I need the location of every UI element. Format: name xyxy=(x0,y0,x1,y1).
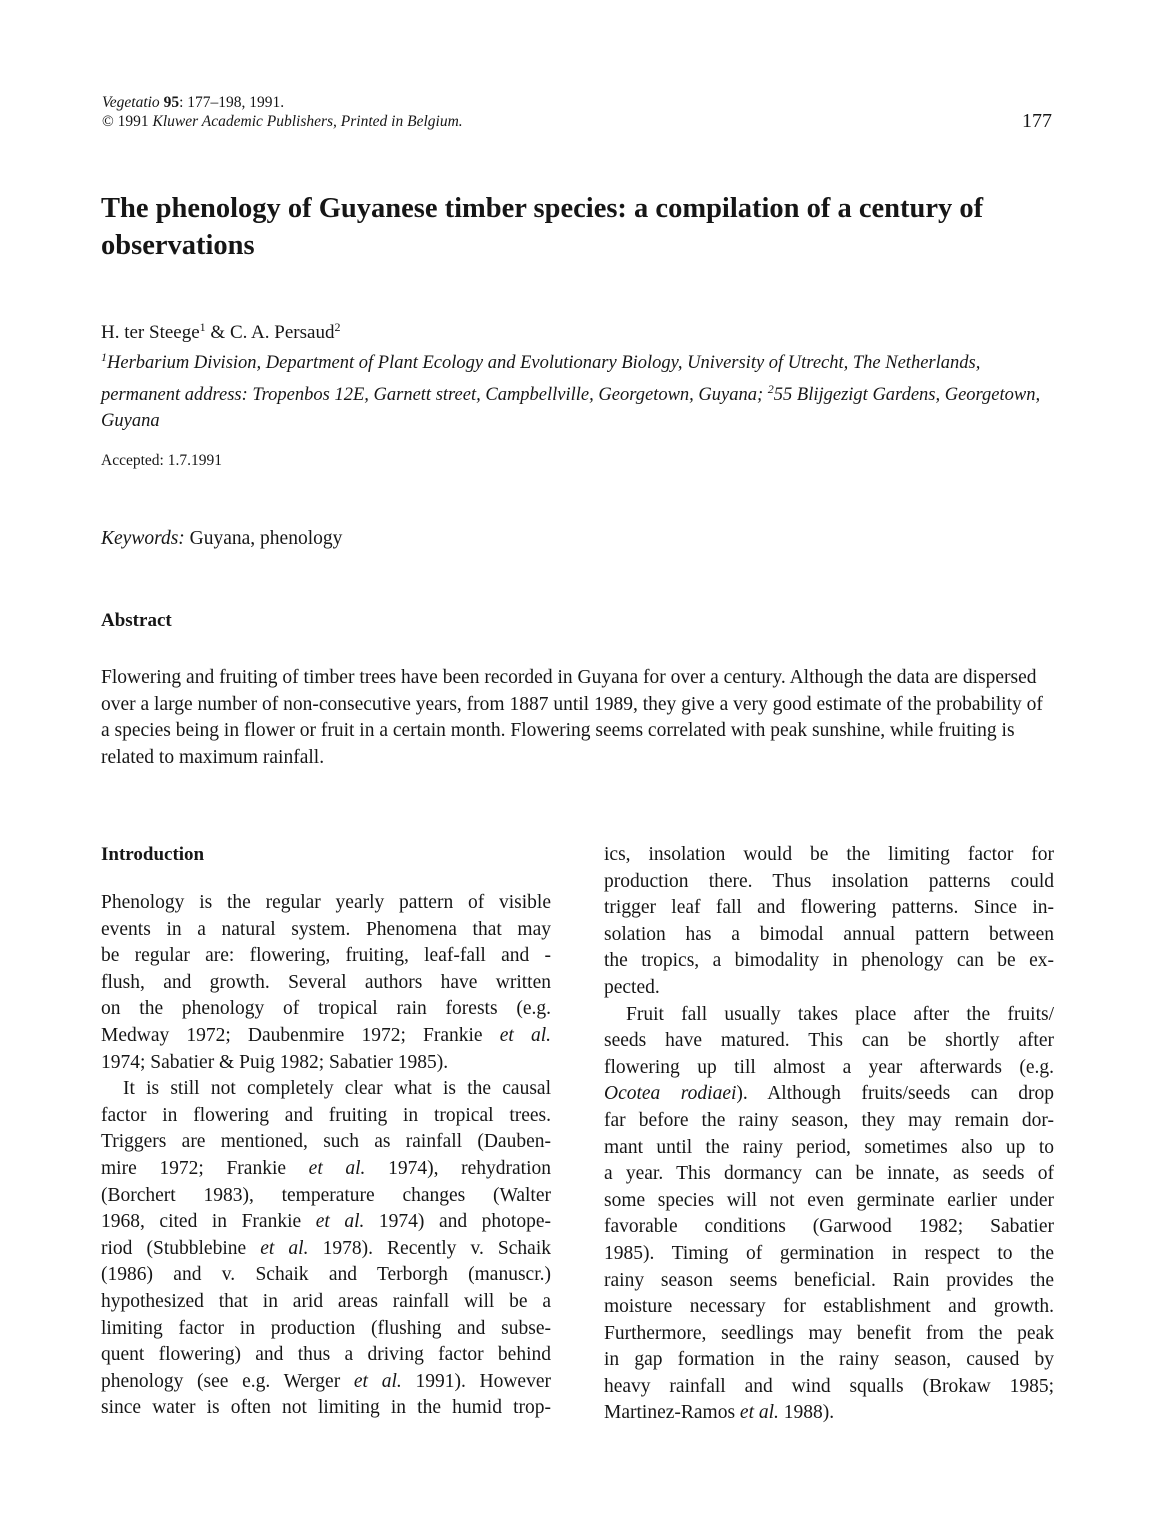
text-line: hypothesized that in arid areas rainfall will be a xyxy=(101,1290,551,1312)
text-line xyxy=(101,1156,551,1183)
text-line: pected. xyxy=(604,976,660,998)
text-line: some species will not even germinate earlier under xyxy=(604,1189,1054,1211)
page-number: 177 xyxy=(1022,110,1052,132)
text-line: rainy season seems beneficial. Rain provides the xyxy=(604,1269,1054,1291)
journal-citation xyxy=(102,93,463,131)
text-line: solation has a bimodal annual pattern between xyxy=(604,923,1054,945)
copyright-prefix: © 1991 xyxy=(102,113,153,130)
text-line: Triggers are mentioned, such as rainfall (Dauben- xyxy=(101,1131,551,1153)
text-run: Medway 1972; Daubenmire 1972; Frankie xyxy=(101,1024,500,1046)
text-line: heavy rainfall and wind squalls (Brokaw 1985; xyxy=(604,1375,1054,1397)
italic-text: et al. xyxy=(308,1157,366,1179)
text-run: 1974), rehydration xyxy=(365,1157,551,1179)
text-line: (1986) and v. Schaik and Terborgh (manuscr.) xyxy=(101,1264,551,1286)
text-line: limiting factor in production (flushing and subse- xyxy=(101,1317,551,1339)
text-run: 1978). Recently v. Schaik xyxy=(308,1237,551,1259)
text-line: factor in flowering and fruiting in tropical trees. xyxy=(101,1104,551,1126)
journal-volume: 95 xyxy=(163,94,180,111)
affiliation-marker: 1 xyxy=(199,320,206,334)
keywords xyxy=(101,528,342,550)
author-separator: & xyxy=(205,322,230,343)
text-run: 1988). xyxy=(778,1402,835,1424)
text-line: be regular are: flowering, fruiting, leaf-fall and - xyxy=(101,945,551,967)
column-left xyxy=(101,842,551,1422)
text-line: quent flowering) and thus a driving factor behind xyxy=(101,1344,551,1366)
text-line: favorable conditions (Garwood 1982; Sabatier xyxy=(604,1216,1054,1238)
abstract-heading: Abstract xyxy=(101,610,172,631)
text-line: flush, and growth. Several authors have written xyxy=(101,971,551,993)
italic-text: et al. xyxy=(260,1237,309,1259)
text-line: far before the rainy season, they may remain dor- xyxy=(604,1109,1054,1131)
text-line xyxy=(101,1369,551,1396)
publisher: Kluwer Academic Publishers, Printed in Belgium. xyxy=(152,113,463,130)
affiliation-text: 55 Blijgezigt Gardens, Georgetown, Guyana xyxy=(101,385,1041,431)
italic-text: et al. xyxy=(499,1024,551,1046)
text-run: 1991). However xyxy=(401,1370,551,1392)
affiliations xyxy=(101,344,1061,434)
text-line: flowering up till almost a year afterwards (e.g. xyxy=(604,1056,1054,1078)
author-list xyxy=(101,315,340,345)
text-line: 1985). Timing of germination in respect to the xyxy=(604,1242,1054,1264)
text-line: on the phenology of tropical rain forests (e.g. xyxy=(101,998,551,1020)
text-line xyxy=(604,1081,1054,1108)
text-line: Furthermore, seedlings may benefit from the peak xyxy=(604,1322,1054,1344)
text-line: (Borchert 1983), temperature changes (Walter xyxy=(101,1184,551,1206)
text-line: since water is often not limiting in the humid trop- xyxy=(101,1397,551,1419)
text-run: phenology (see e.g. Werger xyxy=(101,1370,354,1392)
author-name: C. A. Persaud xyxy=(229,322,335,343)
text-line: the tropics, a bimodality in phenology can be ex- xyxy=(604,950,1054,972)
text-line: production there. Thus insolation patterns could xyxy=(604,870,1054,892)
introduction-heading: Introduction xyxy=(101,844,205,865)
text-run: Martinez-Ramos xyxy=(604,1402,740,1424)
text-line: a year. This dormancy can be innate, as seeds of xyxy=(604,1163,1054,1185)
affiliation-marker: 1 xyxy=(101,350,107,364)
text-run: 1968, cited in Frankie xyxy=(101,1211,316,1233)
text-line: 1974; Sabatier & Puig 1982; Sabatier 1985). xyxy=(101,1051,449,1073)
text-line: in gap formation in the rainy season, caused by xyxy=(604,1349,1054,1371)
abstract-body: Flowering and fruiting of timber trees have been recorded in Guyana for over a century. Although the data are dispersed over a large number of non-consecutive years, from 1887 until 1989, they give a very good estimate of the probability of a species being in flower or fruit in a certain month. Flowering seems correlated with peak sunshine, while fruiting is related to maximum rainfall. xyxy=(101,667,1043,768)
italic-text: et al. xyxy=(353,1370,402,1392)
text-run: riod (Stubblebine xyxy=(101,1237,261,1259)
affiliation-text: Herbarium Division, Department of Plant Ecology and Evolutionary Biology, University of Utrecht, The Netherlands, permanent address: Tropenbos 12E, Garnett street, Campbellville, Georgetown, Guyana; xyxy=(101,353,981,405)
copyright-line xyxy=(102,112,463,131)
paper-title: The phenology of Guyanese timber species: a compilation of a century of observations xyxy=(101,193,984,261)
text-line: It is still not completely clear what is the causal xyxy=(123,1078,551,1100)
text-line: trigger leaf fall and flowering patterns. Since in- xyxy=(604,897,1054,919)
text-line xyxy=(101,1023,551,1050)
text-line: ics, insolation would be the limiting factor for xyxy=(604,844,1054,865)
text-line: events in a natural system. Phenomena that may xyxy=(101,918,551,940)
affiliation-marker: 2 xyxy=(334,320,341,334)
text-line: moisture necessary for establishment and growth. xyxy=(604,1296,1054,1318)
text-line: seeds have matured. This can be shortly after xyxy=(604,1030,1054,1052)
accepted-date: Accepted: 1.7.1991 xyxy=(101,452,222,469)
journal-volume-line xyxy=(102,93,463,112)
affiliation-marker: 2 xyxy=(767,382,774,396)
text-line xyxy=(101,1236,551,1263)
text-line xyxy=(101,1209,551,1236)
keywords-label: Keywords: xyxy=(101,528,185,549)
text-line: mant until the rainy period, sometimes also up to xyxy=(604,1136,1054,1158)
column-right xyxy=(604,842,1054,1427)
italic-text: et al. xyxy=(739,1402,779,1424)
keywords-value: Guyana, phenology xyxy=(184,528,343,549)
text-run: mire 1972; Frankie xyxy=(101,1157,309,1179)
text-line xyxy=(604,1400,1054,1427)
text-line: Fruit fall usually takes place after the fruits/ xyxy=(626,1003,1054,1025)
text-run: ). Although fruits/seeds can drop xyxy=(736,1083,1054,1105)
text-run: 1974) and photope- xyxy=(364,1211,551,1233)
journal-pages-year: : 177–198, 1991. xyxy=(179,94,285,111)
text-line: Phenology is the regular yearly pattern of visible xyxy=(101,892,551,913)
italic-text: et al. xyxy=(315,1211,365,1233)
author-name: H. ter Steege xyxy=(101,322,200,343)
italic-text: Ocotea rodiaei xyxy=(604,1083,737,1105)
journal-name: Vegetatio xyxy=(102,94,160,111)
